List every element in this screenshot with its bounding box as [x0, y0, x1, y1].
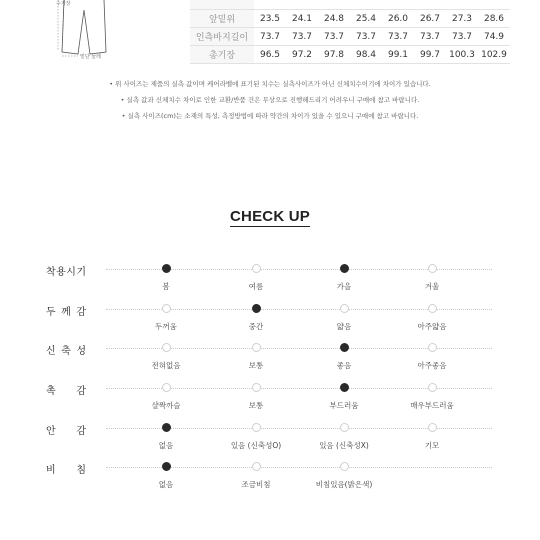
unselected-dot-icon: [340, 304, 349, 313]
unselected-dot-icon: [428, 343, 437, 352]
sketch-caption: 밑단 둘레: [80, 54, 101, 60]
checkup-option: [206, 304, 306, 332]
checkup-option-label: 가을: [336, 282, 352, 291]
checkup-option-label: 보통: [248, 361, 264, 370]
checkup-option: [382, 423, 482, 451]
checkup-option: [382, 343, 482, 371]
checkup-title: CHECK UP: [230, 208, 310, 225]
selected-dot-icon: [252, 304, 261, 313]
selected-dot-icon: [162, 423, 171, 432]
checkup-option: [382, 304, 482, 332]
checkup-label-char: 신: [46, 346, 56, 357]
size-cell: 74.9: [483, 31, 505, 42]
size-cell: 96.5: [259, 49, 281, 60]
checkup-option-label: 매우부드러움: [410, 401, 454, 410]
size-cell: 73.7: [355, 31, 377, 42]
checkup-label-char: 촉: [46, 386, 56, 397]
checkup-row-label: [46, 422, 86, 437]
note-line: • 실측 값과 신체치수 차이로 인한 교환/반품 건은 무상으로 진행해드리기 어려우니 구매에 참고 바랍니다.: [120, 96, 420, 104]
size-cell: 98.4: [355, 49, 377, 60]
size-cell: 24.1: [291, 13, 313, 24]
size-row-label: 총기장: [190, 46, 254, 63]
checkup-option-label: 보통: [248, 401, 264, 410]
selected-dot-icon: [162, 264, 171, 273]
checkup-option-label: 여름: [248, 282, 264, 291]
checkup-row-label: [46, 461, 86, 476]
selected-dot-icon: [340, 264, 349, 273]
checkup-label-char: 시: [66, 267, 76, 278]
unselected-dot-icon: [252, 423, 261, 432]
checkup-option: [294, 264, 394, 292]
checkup-option: [206, 462, 306, 490]
size-cell: 73.7: [387, 31, 409, 42]
unselected-dot-icon: [252, 264, 261, 273]
size-row-label: 인측바지길이: [190, 28, 254, 45]
checkup-option: [206, 383, 306, 411]
size-cell: 26.7: [419, 13, 441, 24]
checkup-option-label: 얇음: [336, 322, 352, 331]
unselected-dot-icon: [252, 462, 261, 471]
checkup-label-char: 성: [76, 346, 86, 357]
checkup-option: [294, 462, 394, 490]
size-row: [190, 10, 510, 28]
checkup-label-char: 침: [76, 465, 86, 476]
checkup-option-label: 샬짝까슬: [151, 401, 181, 410]
checkup-label-char: 안: [46, 426, 56, 437]
checkup-label-char: 께: [61, 307, 71, 318]
checkup-option-label: 전혀없음: [151, 361, 181, 370]
checkup-label-char: 두: [46, 307, 56, 318]
checkup-option-label: 아주얇음: [417, 322, 447, 331]
checkup-option-label: 봄: [162, 282, 170, 291]
checkup-option-label: 없음: [158, 480, 174, 489]
note-line: • 실측 사이즈(cm)는 소재의 특성, 측정방법에 따라 약간의 차이가 있을 수 있으니 구매에 참고 바랍니다.: [121, 112, 419, 120]
checkup-option-label: 없음: [158, 441, 174, 450]
size-cell: 24.8: [323, 13, 345, 24]
checkup-option-label: 있음 (신축성X): [319, 441, 369, 450]
sketch-side-label: 수기장: [56, 1, 71, 7]
size-cell: 102.9: [481, 49, 507, 60]
size-table: [190, 0, 510, 64]
checkup-label-char: 감: [76, 426, 86, 437]
checkup-option: [116, 462, 216, 490]
checkup-option: [294, 304, 394, 332]
checkup-option-label: 기모: [424, 441, 440, 450]
unselected-dot-icon: [340, 423, 349, 432]
checkup-label-char: 용: [56, 267, 66, 278]
note-line: • 위 사이즈는 제품의 실측 값이며 케어라벨에 표기된 치수는 실측사이즈가 아닌 신체치수이기에 차이가 있습니다.: [109, 80, 431, 88]
checkup-option-label: 아주좋음: [417, 361, 447, 370]
checkup-label-char: 감: [76, 307, 86, 318]
unselected-dot-icon: [252, 343, 261, 352]
checkup-option: [382, 383, 482, 411]
size-cell: 25.4: [355, 13, 377, 24]
unselected-dot-icon: [428, 423, 437, 432]
checkup-row-label: [46, 382, 86, 397]
checkup-option-label: 중간: [248, 322, 264, 331]
checkup-option: [294, 343, 394, 371]
unselected-dot-icon: [252, 383, 261, 392]
unselected-dot-icon: [162, 343, 171, 352]
checkup-option-label: 비침있음(밝은색): [315, 480, 373, 489]
checkup-option: [116, 383, 216, 411]
size-row: [190, 0, 510, 10]
size-cell: 73.7: [323, 31, 345, 42]
checkup-option: [116, 423, 216, 451]
size-cell: 28.6: [483, 13, 505, 24]
selected-dot-icon: [162, 462, 171, 471]
unselected-dot-icon: [428, 264, 437, 273]
size-cell: 73.7: [419, 31, 441, 42]
checkup-option: [294, 423, 394, 451]
size-cell: 99.1: [387, 49, 409, 60]
size-cell: 99.7: [419, 49, 441, 60]
size-row-label: [190, 0, 254, 9]
checkup-option-label: 부드러움: [329, 401, 359, 410]
size-row-label: 앞밑위: [190, 10, 254, 27]
checkup-option-label: 겨울: [424, 282, 440, 291]
checkup-option-label: 두꺼움: [155, 322, 177, 331]
size-cell: 100.3: [449, 49, 475, 60]
size-row: [190, 46, 510, 64]
selected-dot-icon: [340, 383, 349, 392]
size-cell: 27.3: [451, 13, 473, 24]
checkup-option-label: 좋음: [336, 361, 352, 370]
checkup-row-label: [46, 263, 86, 278]
checkup-option: [116, 343, 216, 371]
selected-dot-icon: [340, 343, 349, 352]
checkup-option: [206, 423, 306, 451]
checkup-option: [382, 264, 482, 292]
size-row: [190, 28, 510, 46]
size-cell: 73.7: [451, 31, 473, 42]
checkup-label-char: 축: [61, 346, 71, 357]
checkup-option-label: 있음 (신축성O): [230, 441, 282, 450]
checkup-option: [116, 264, 216, 292]
unselected-dot-icon: [162, 304, 171, 313]
size-cell: 97.8: [323, 49, 345, 60]
checkup-row-label: [46, 342, 86, 357]
checkup-label-char: 착: [46, 267, 56, 278]
size-notes: [0, 76, 540, 124]
size-cell: 97.2: [291, 49, 313, 60]
unselected-dot-icon: [340, 462, 349, 471]
checkup-label-char: 비: [46, 465, 56, 476]
size-cell: 23.5: [259, 13, 281, 24]
unselected-dot-icon: [428, 383, 437, 392]
checkup-label-char: 감: [76, 386, 86, 397]
checkup-row: [0, 461, 540, 511]
checkup-option: [294, 383, 394, 411]
size-cell: 73.7: [259, 31, 281, 42]
unselected-dot-icon: [428, 304, 437, 313]
checkup-row-label: [46, 303, 86, 318]
size-cell: 73.7: [291, 31, 313, 42]
checkup-option: [116, 304, 216, 332]
unselected-dot-icon: [162, 383, 171, 392]
size-cell: 26.0: [387, 13, 409, 24]
checkup-option-label: 조금비침: [241, 480, 271, 489]
checkup-option: [206, 264, 306, 292]
checkup-label-char: 기: [76, 267, 86, 278]
checkup-option: [206, 343, 306, 371]
